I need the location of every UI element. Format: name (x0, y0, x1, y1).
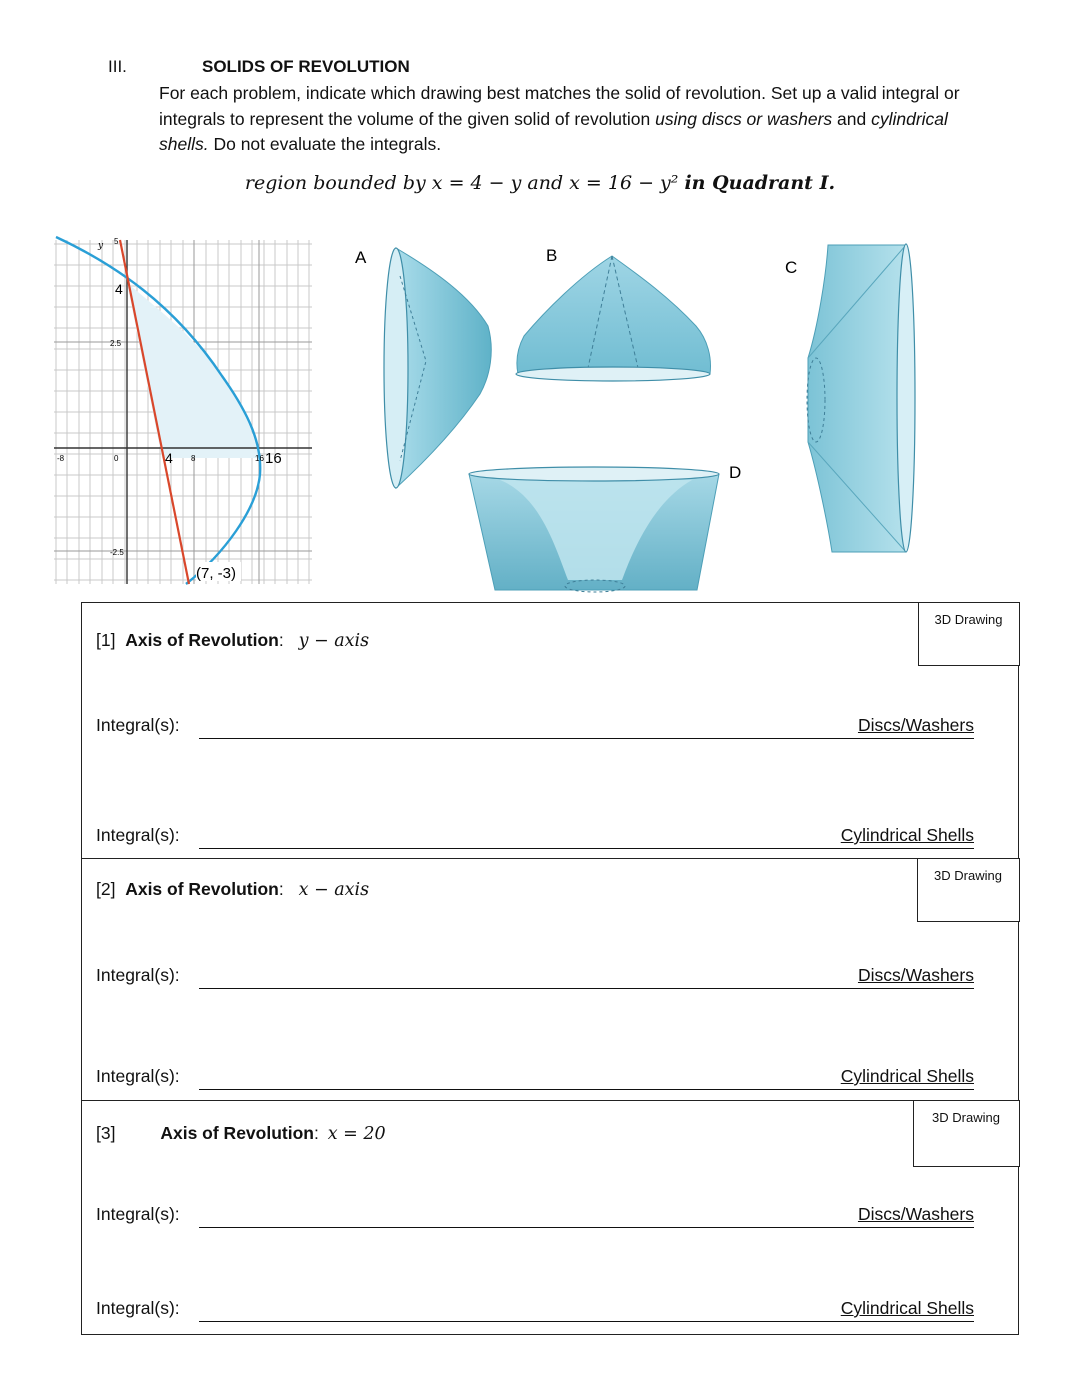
problem-1-discs-answer-line[interactable] (199, 738, 974, 739)
solid-d-label: D (729, 463, 742, 482)
instructions-emphasis-2: cylindrical shells. (159, 108, 948, 154)
problem-3-axis-colon: : (313, 1123, 319, 1143)
problem-1-method-discs: Discs/Washers (857, 715, 974, 735)
graph-label-0: 0 (114, 454, 119, 463)
region-statement (0, 172, 1080, 194)
problem-2 (81, 858, 1019, 1101)
problem-1 (81, 602, 1019, 859)
problem-1-discs-row (96, 715, 974, 739)
graph-label-4y: 4 (115, 281, 123, 297)
instructions-text-3: Do not evaluate the integrals. (208, 134, 442, 154)
problem-3-number: [3] (96, 1123, 116, 1143)
problem-2-integral-label-2: Integral(s): (96, 1066, 180, 1086)
problem-2-discs-answer-line[interactable] (199, 988, 974, 989)
problem-2-method-discs: Discs/Washers (857, 965, 974, 985)
problem-2-axis (96, 879, 369, 900)
graph-label-neg8: -8 (57, 454, 65, 463)
graph-label-y5: 5 (114, 237, 119, 246)
problem-3-badge-label: 3D Drawing (932, 1109, 1000, 1125)
problem-2-number: [2] (96, 879, 116, 899)
instructions (159, 81, 989, 158)
graph-label-8: 8 (191, 454, 196, 463)
problem-2-badge-label: 3D Drawing (934, 867, 1002, 883)
problem-1-method-shells: Cylindrical Shells (840, 825, 974, 845)
problem-3-shells-answer-line[interactable] (199, 1321, 974, 1322)
graph-point-label: (7, -3) (196, 565, 237, 582)
problem-3-axis-label: Axis of Revolution (160, 1123, 314, 1143)
region-text: region bounded by x = 4 − y and x = 16 − y² (244, 172, 685, 194)
problem-3 (81, 1100, 1019, 1335)
problem-1-integral-label-2: Integral(s): (96, 825, 180, 845)
problem-3-discs-row (96, 1204, 974, 1228)
graph-label-y: y (98, 241, 104, 251)
problem-2-axis-label: Axis of Revolution (125, 879, 279, 899)
problem-1-drawing-box[interactable] (918, 602, 1020, 666)
problem-3-integral-label-1: Integral(s): (96, 1204, 180, 1224)
problem-1-badge-label: 3D Drawing (934, 611, 1003, 627)
problem-1-integral-label-1: Integral(s): (96, 715, 180, 735)
problem-3-axis-value: x = 20 (327, 1124, 386, 1144)
region-quadrant: in Quadrant I. (684, 172, 836, 194)
graph-label-16-small: 16 (255, 454, 264, 463)
problem-2-integral-label-1: Integral(s): (96, 965, 180, 985)
problem-2-axis-colon: : (278, 879, 284, 899)
solid-a (355, 248, 491, 488)
solid-a-label: A (355, 248, 367, 267)
problem-2-shells-answer-line[interactable] (199, 1089, 974, 1090)
graph-label-neg2-5: -2.5 (110, 548, 124, 557)
instructions-emphasis-1: using discs or washers (655, 108, 833, 129)
problem-2-axis-value: x − axis (298, 880, 370, 900)
problem-2-method-shells: Cylindrical Shells (840, 1066, 974, 1086)
instructions-text-1: For each problem, indicate which drawing best matches the solid of revolution. Set up a valid integral or integrals to represent the volume of the given solid of revolution (159, 83, 960, 129)
problem-1-axis-label: Axis of Revolution (125, 630, 279, 650)
graph-label-16: 16 (265, 450, 282, 467)
problem-3-discs-answer-line[interactable] (199, 1227, 974, 1228)
graph-label-2-5: 2.5 (110, 339, 122, 348)
graph-label-4x: 4 (165, 450, 173, 466)
problem-3-axis (96, 1123, 386, 1144)
solid-drawings (340, 236, 920, 598)
problem-3-shells-row (96, 1298, 974, 1322)
problem-3-integral-label-2: Integral(s): (96, 1298, 180, 1318)
section-roman-numeral: III. (108, 57, 127, 76)
problem-1-shells-row (96, 825, 974, 849)
solid-c-label: C (785, 258, 798, 277)
solid-c (785, 244, 915, 552)
problem-1-number: [1] (96, 630, 116, 650)
solid-b (516, 246, 710, 381)
section-title: SOLIDS OF REVOLUTION (202, 57, 410, 76)
problem-3-drawing-box[interactable] (913, 1100, 1020, 1167)
region-graph (54, 234, 314, 586)
problem-1-shells-answer-line[interactable] (199, 848, 974, 849)
problem-2-drawing-box[interactable] (917, 858, 1020, 922)
instructions-text-2: and (832, 108, 872, 129)
problem-1-axis (96, 630, 369, 651)
problem-1-axis-value: y − axis (298, 631, 370, 651)
problem-2-discs-row (96, 965, 974, 989)
problem-2-shells-row (96, 1066, 974, 1090)
solid-d (469, 463, 741, 592)
problem-3-method-shells: Cylindrical Shells (840, 1298, 974, 1318)
problem-1-axis-colon: : (278, 630, 284, 650)
problem-3-method-discs: Discs/Washers (857, 1204, 974, 1224)
solid-b-label: B (546, 246, 558, 265)
